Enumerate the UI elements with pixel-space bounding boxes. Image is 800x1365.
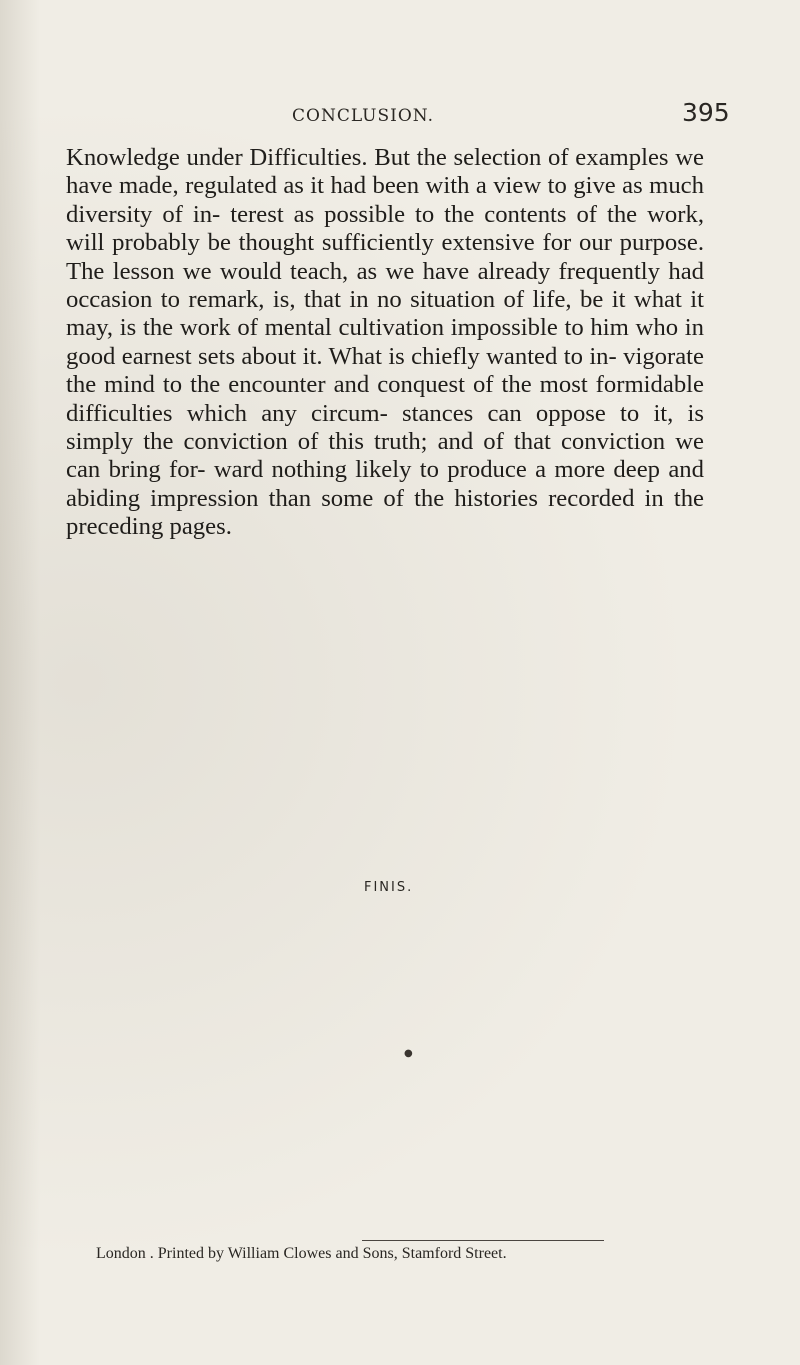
imprint-rule	[362, 1240, 604, 1241]
page-number: 395	[682, 98, 730, 127]
running-title: CONCLUSION.	[292, 106, 435, 126]
finis-mark: FINIS.	[364, 880, 414, 895]
body-paragraph: Knowledge under Difficulties. But the selection of examples we have made, regulated as it had been with a view to give as much diversity of in- terest as possible to the contents of the work, will probably be thought sufficiently extensive for our purpose. The lesson we would teach, as we have already frequently had occasion to remark, is, that in no situation of life, be it what it may, is the work of mental cultivation impossible to him who in good earnest sets about it. What is chiefly wanted to in- vigorate the mind to the encounter and conquest of the most formidable difficulties which any circum- stances can oppose to it, is simply the conviction of this truth; and of that conviction we can bring for- ward nothing likely to produce a more deep and abiding impression than some of the histories recorded in the preceding pages.	[66, 144, 704, 541]
printer-imprint: London . Printed by William Clowes and Sons, Stamford Street.	[96, 1245, 507, 1262]
ornament-dot-icon: ●	[404, 1048, 413, 1059]
